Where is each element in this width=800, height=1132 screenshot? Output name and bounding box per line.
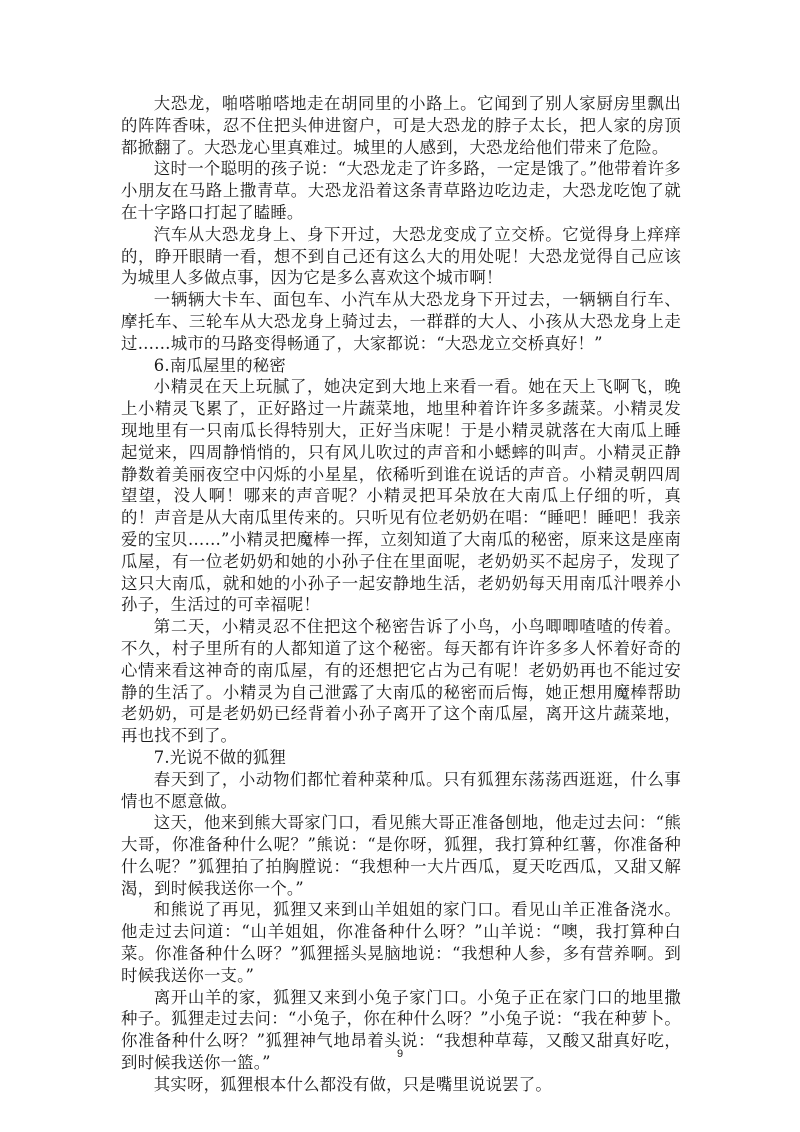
- body-paragraph: 小精灵在天上玩腻了，她决定到大地上来看一看。她在天上飞啊飞，晚上小精灵飞累了，正好路过一片蔬菜地，地里种着许许多多蔬菜。小精灵发现地里有一只南瓜长得特别大，正好当床呢！于是小精灵就落在大南瓜上睡起觉来，四周静悄悄的，只有风儿吹过的声音和小蟋蟀的叫声。小精灵正静静数着美丽夜空中闪烁的小星星，依稀听到谁在说话的声音。小精灵朝四周望望，没人啊！哪来的声音呢？小精灵把耳朵放在大南瓜上仔细的听，真的！声音是从大南瓜里传来的。只听见有位老奶奶在唱：“睡吧！睡吧！我亲爱的宝贝……”小精灵把魔棒一挥，立刻知道了大南瓜的秘密，原来这是座南瓜屋，有一位老奶奶和她的小孙子住在里面呢，老奶奶买不起房子，发现了这只大南瓜，就和她的小孙子一起安静地生活，老奶奶每天用南瓜汁喂养小孙子，生活过的可幸福呢！: [121, 377, 681, 615]
- section-heading: 7.光说不做的狐狸: [153, 747, 286, 767]
- body-paragraph: 汽车从大恐龙身上、身下开过，大恐龙变成了立交桥。它觉得身上痒痒的，睁开眼睛一看，想不到自己还有这么大的用处呢！大恐龙觉得自己应该为城里人多做点事，因为它是多么喜欢这个城市啊！: [121, 224, 681, 288]
- body-paragraph: 其实呀，狐狸根本什么都没有做，只是嘴里说说罢了。: [153, 1074, 552, 1094]
- body-paragraph: 和熊说了再见，狐狸又来到山羊姐姐的家门口。看见山羊正准备浇水。他走过去问道：“山羊姐姐，你准备种什么呀？”山羊说：“噢，我打算种白菜。你准备种什么呀？”狐狸摇头晃脑地说：“我想种人参，多有营养啊。到时候我送你一支。”: [121, 900, 681, 985]
- body-paragraph: 离开山羊的家，狐狸又来到小兔子家门口。小兔子正在家门口的地里撒种子。狐狸走过去问：“小兔子，你在种什么呀？”小兔子说：“我在种萝卜。你准备种什么呀？”狐狸神气地昂着头说：“我想种草莓，又酸又甜真好吃，到时候我送你一篮。”: [121, 987, 681, 1073]
- document-body: [121, 93, 681, 1096]
- body-paragraph: 大恐龙，啪嗒啪嗒地走在胡同里的小路上。它闻到了别人家厨房里飘出的阵阵香味，忍不住把头伸进窗户，可是大恐龙的脖子太长，把人家的房顶都掀翻了。大恐龙心里真难过。城里的人感到，大恐龙给他们带来了危险。: [121, 94, 681, 157]
- body-paragraph: 这天，他来到熊大哥家门口，看见熊大哥正准备刨地，他走过去问：“熊大哥，你准备种什么呢？”熊说：“是你呀，狐狸，我打算种红薯，你准备种什么呢？”狐狸拍了拍胸膛说：“我想种一大片西瓜，夏天吃西瓜，又甜又解渴，到时候我送你一个。”: [121, 813, 681, 898]
- page-number: 9: [396, 1048, 404, 1060]
- body-paragraph: 一辆辆大卡车、面包车、小汽车从大恐龙身下开过去，一辆辆自行车、摩托车、三轮车从大恐龙身上骑过去，一群群的大人、小孩从大恐龙身上走过……城市的马路变得畅通了，大家都说：“大恐龙立交桥真好！”: [121, 290, 681, 353]
- body-paragraph: 春天到了，小动物们都忙着种菜种瓜。只有狐狸东荡荡西逛逛，什么事情也不愿意做。: [121, 769, 681, 811]
- body-paragraph: 第二天，小精灵忍不住把这个秘密告诉了小鸟，小鸟唧唧喳喳的传着。不久，村子里所有的人都知道了这个秘密。每天都有许许多多人怀着好奇的心情来看这神奇的南瓜屋，有的还想把它占为己有呢！老奶奶再也不能过安静的生活了。小精灵为自己泄露了大南瓜的秘密而后悔，她正想用魔棒帮助老奶奶，可是老奶奶已经背着小孙子离开了这个南瓜屋，离开这片蔬菜地，再也找不到了。: [121, 617, 681, 746]
- body-paragraph: 这时一个聪明的孩子说：“大恐龙走了许多路，一定是饿了。”他带着许多小朋友在马路上撒青草。大恐龙沿着这条青草路边吃边走，大恐龙吃饱了就在十字路口打起了瞌睡。: [121, 159, 681, 222]
- section-heading: 6.南瓜屋里的秘密: [153, 355, 286, 375]
